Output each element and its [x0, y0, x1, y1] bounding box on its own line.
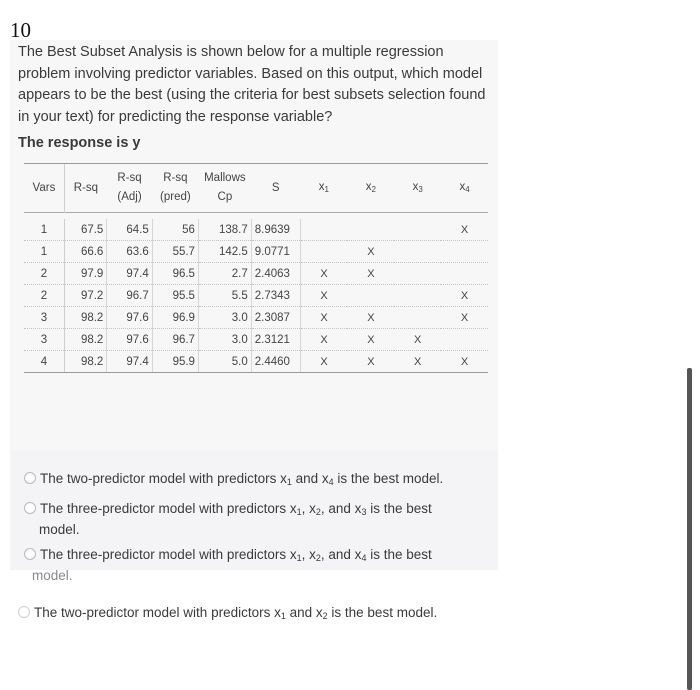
cell-x4: [441, 329, 488, 351]
cell-s: 2.7343: [251, 285, 300, 307]
cell-x1: X: [300, 351, 347, 373]
header-rsq-adj: R-sq (Adj): [117, 172, 142, 203]
cell-vars: 3: [24, 307, 64, 329]
cell-cp: 5.5: [198, 285, 251, 307]
cell-rsq: 98.2: [64, 307, 106, 329]
cell-pred: 96.5: [152, 263, 198, 285]
option-b[interactable]: The three-predictor model with predictors $x_1$, $x_2$, and $x_3$ is the best model.: [24, 500, 432, 539]
cell-cp: 142.5: [198, 241, 251, 263]
table-header-row: [24, 164, 488, 213]
cell-x2: X: [347, 351, 394, 373]
table-row: [24, 351, 488, 373]
cell-x4: X: [441, 219, 488, 241]
cell-rsq: 98.2: [64, 329, 106, 351]
cell-adj: 63.6: [107, 241, 152, 263]
table-row: [24, 241, 488, 263]
cell-pred: 96.9: [152, 307, 198, 329]
cell-s: 8.9639: [251, 219, 300, 241]
cell-s: 9.0771: [251, 241, 300, 263]
vertical-scrollbar[interactable]: [687, 368, 692, 690]
table-row: [24, 329, 488, 351]
cell-x1: X: [300, 307, 347, 329]
cell-x3: [394, 219, 441, 241]
radio-icon[interactable]: [18, 606, 30, 618]
cell-x3: X: [394, 351, 441, 373]
cell-cp: 2.7: [198, 263, 251, 285]
table-row: [24, 219, 488, 241]
cell-vars: 3: [24, 329, 64, 351]
option-a[interactable]: The two-predictor model with predictors $x_1$ and $x_4$ is the best model.: [24, 470, 443, 491]
cell-x3: [394, 241, 441, 263]
table-row: [24, 307, 488, 329]
header-mallows-cp: Mallows Cp: [204, 172, 246, 203]
option-d[interactable]: The two-predictor model with predictors $x_1$ and $x_2$ is the best model.: [18, 604, 437, 625]
cell-cp: 3.0: [198, 329, 251, 351]
cell-adj: 97.6: [107, 307, 152, 329]
cell-pred: 55.7: [152, 241, 198, 263]
cell-x1: X: [300, 285, 347, 307]
cell-x4: X: [441, 285, 488, 307]
response-label: The response is y: [18, 135, 141, 151]
header-x1: $x_1$: [318, 180, 329, 194]
cell-s: 2.4063: [251, 263, 300, 285]
cell-x1: X: [300, 263, 347, 285]
radio-icon[interactable]: [24, 472, 36, 484]
cell-x3: X: [394, 329, 441, 351]
cell-x2: X: [347, 329, 394, 351]
best-subsets-table: [24, 163, 488, 373]
header-rsq-pred: R-sq (pred): [160, 172, 191, 203]
cell-rsq: 66.6: [64, 241, 106, 263]
cell-x3: [394, 263, 441, 285]
table-row: [24, 285, 488, 307]
cell-rsq: 97.2: [64, 285, 106, 307]
cell-x2: X: [347, 263, 394, 285]
cell-x2: [347, 219, 394, 241]
cell-cp: 138.7: [198, 219, 251, 241]
cell-pred: 56: [152, 219, 198, 241]
cell-x3: [394, 307, 441, 329]
header-x3: $x_3$: [412, 180, 423, 194]
cell-s: 2.3087: [251, 307, 300, 329]
header-rsq: R-sq: [73, 181, 98, 194]
radio-icon[interactable]: [24, 548, 36, 560]
cell-x1: X: [300, 329, 347, 351]
cell-adj: 97.6: [107, 329, 152, 351]
cell-pred: 95.9: [152, 351, 198, 373]
cell-x3: [394, 285, 441, 307]
cell-pred: 96.7: [152, 329, 198, 351]
cell-vars: 2: [24, 285, 64, 307]
cell-x1: [300, 219, 347, 241]
cell-s: 2.3121: [251, 329, 300, 351]
cell-vars: 1: [24, 219, 64, 241]
cell-s: 2.4460: [251, 351, 300, 373]
cell-x2: X: [347, 241, 394, 263]
cell-x2: [347, 285, 394, 307]
cell-rsq: 97.9: [64, 263, 106, 285]
cell-vars: 2: [24, 263, 64, 285]
cell-x4: X: [441, 307, 488, 329]
cell-adj: 96.7: [107, 285, 152, 307]
table-row: [24, 263, 488, 285]
cell-x2: X: [347, 307, 394, 329]
option-c[interactable]: The three-predictor model with predictors $x_1$, $x_2$, and $x_4$ is the best model.: [24, 546, 432, 585]
cell-x4: [441, 241, 488, 263]
cell-pred: 95.5: [152, 285, 198, 307]
cell-adj: 97.4: [107, 263, 152, 285]
radio-icon[interactable]: [24, 502, 36, 514]
cell-adj: 97.4: [107, 351, 152, 373]
cell-x1: [300, 241, 347, 263]
cell-cp: 5.0: [198, 351, 251, 373]
header-s: S: [271, 181, 280, 194]
question-number: 10: [10, 18, 31, 42]
header-x4: $x_4$: [459, 180, 470, 194]
cell-adj: 64.5: [107, 219, 152, 241]
header-vars: Vars: [24, 164, 64, 213]
cell-vars: 1: [24, 241, 64, 263]
cell-x4: [441, 263, 488, 285]
cell-x4: X: [441, 351, 488, 373]
cell-rsq: 67.5: [64, 219, 106, 241]
header-x2: $x_2$: [365, 180, 376, 194]
cell-cp: 3.0: [198, 307, 251, 329]
question-text: The Best Subset Analysis is shown below for a multiple regression problem involving predictor variables. Based on this output, which model appears to be the best (using the criteria for best subsets selection found in your text) for predicting the response variable?: [18, 44, 486, 125]
cell-vars: 4: [24, 351, 64, 373]
cell-rsq: 98.2: [64, 351, 106, 373]
